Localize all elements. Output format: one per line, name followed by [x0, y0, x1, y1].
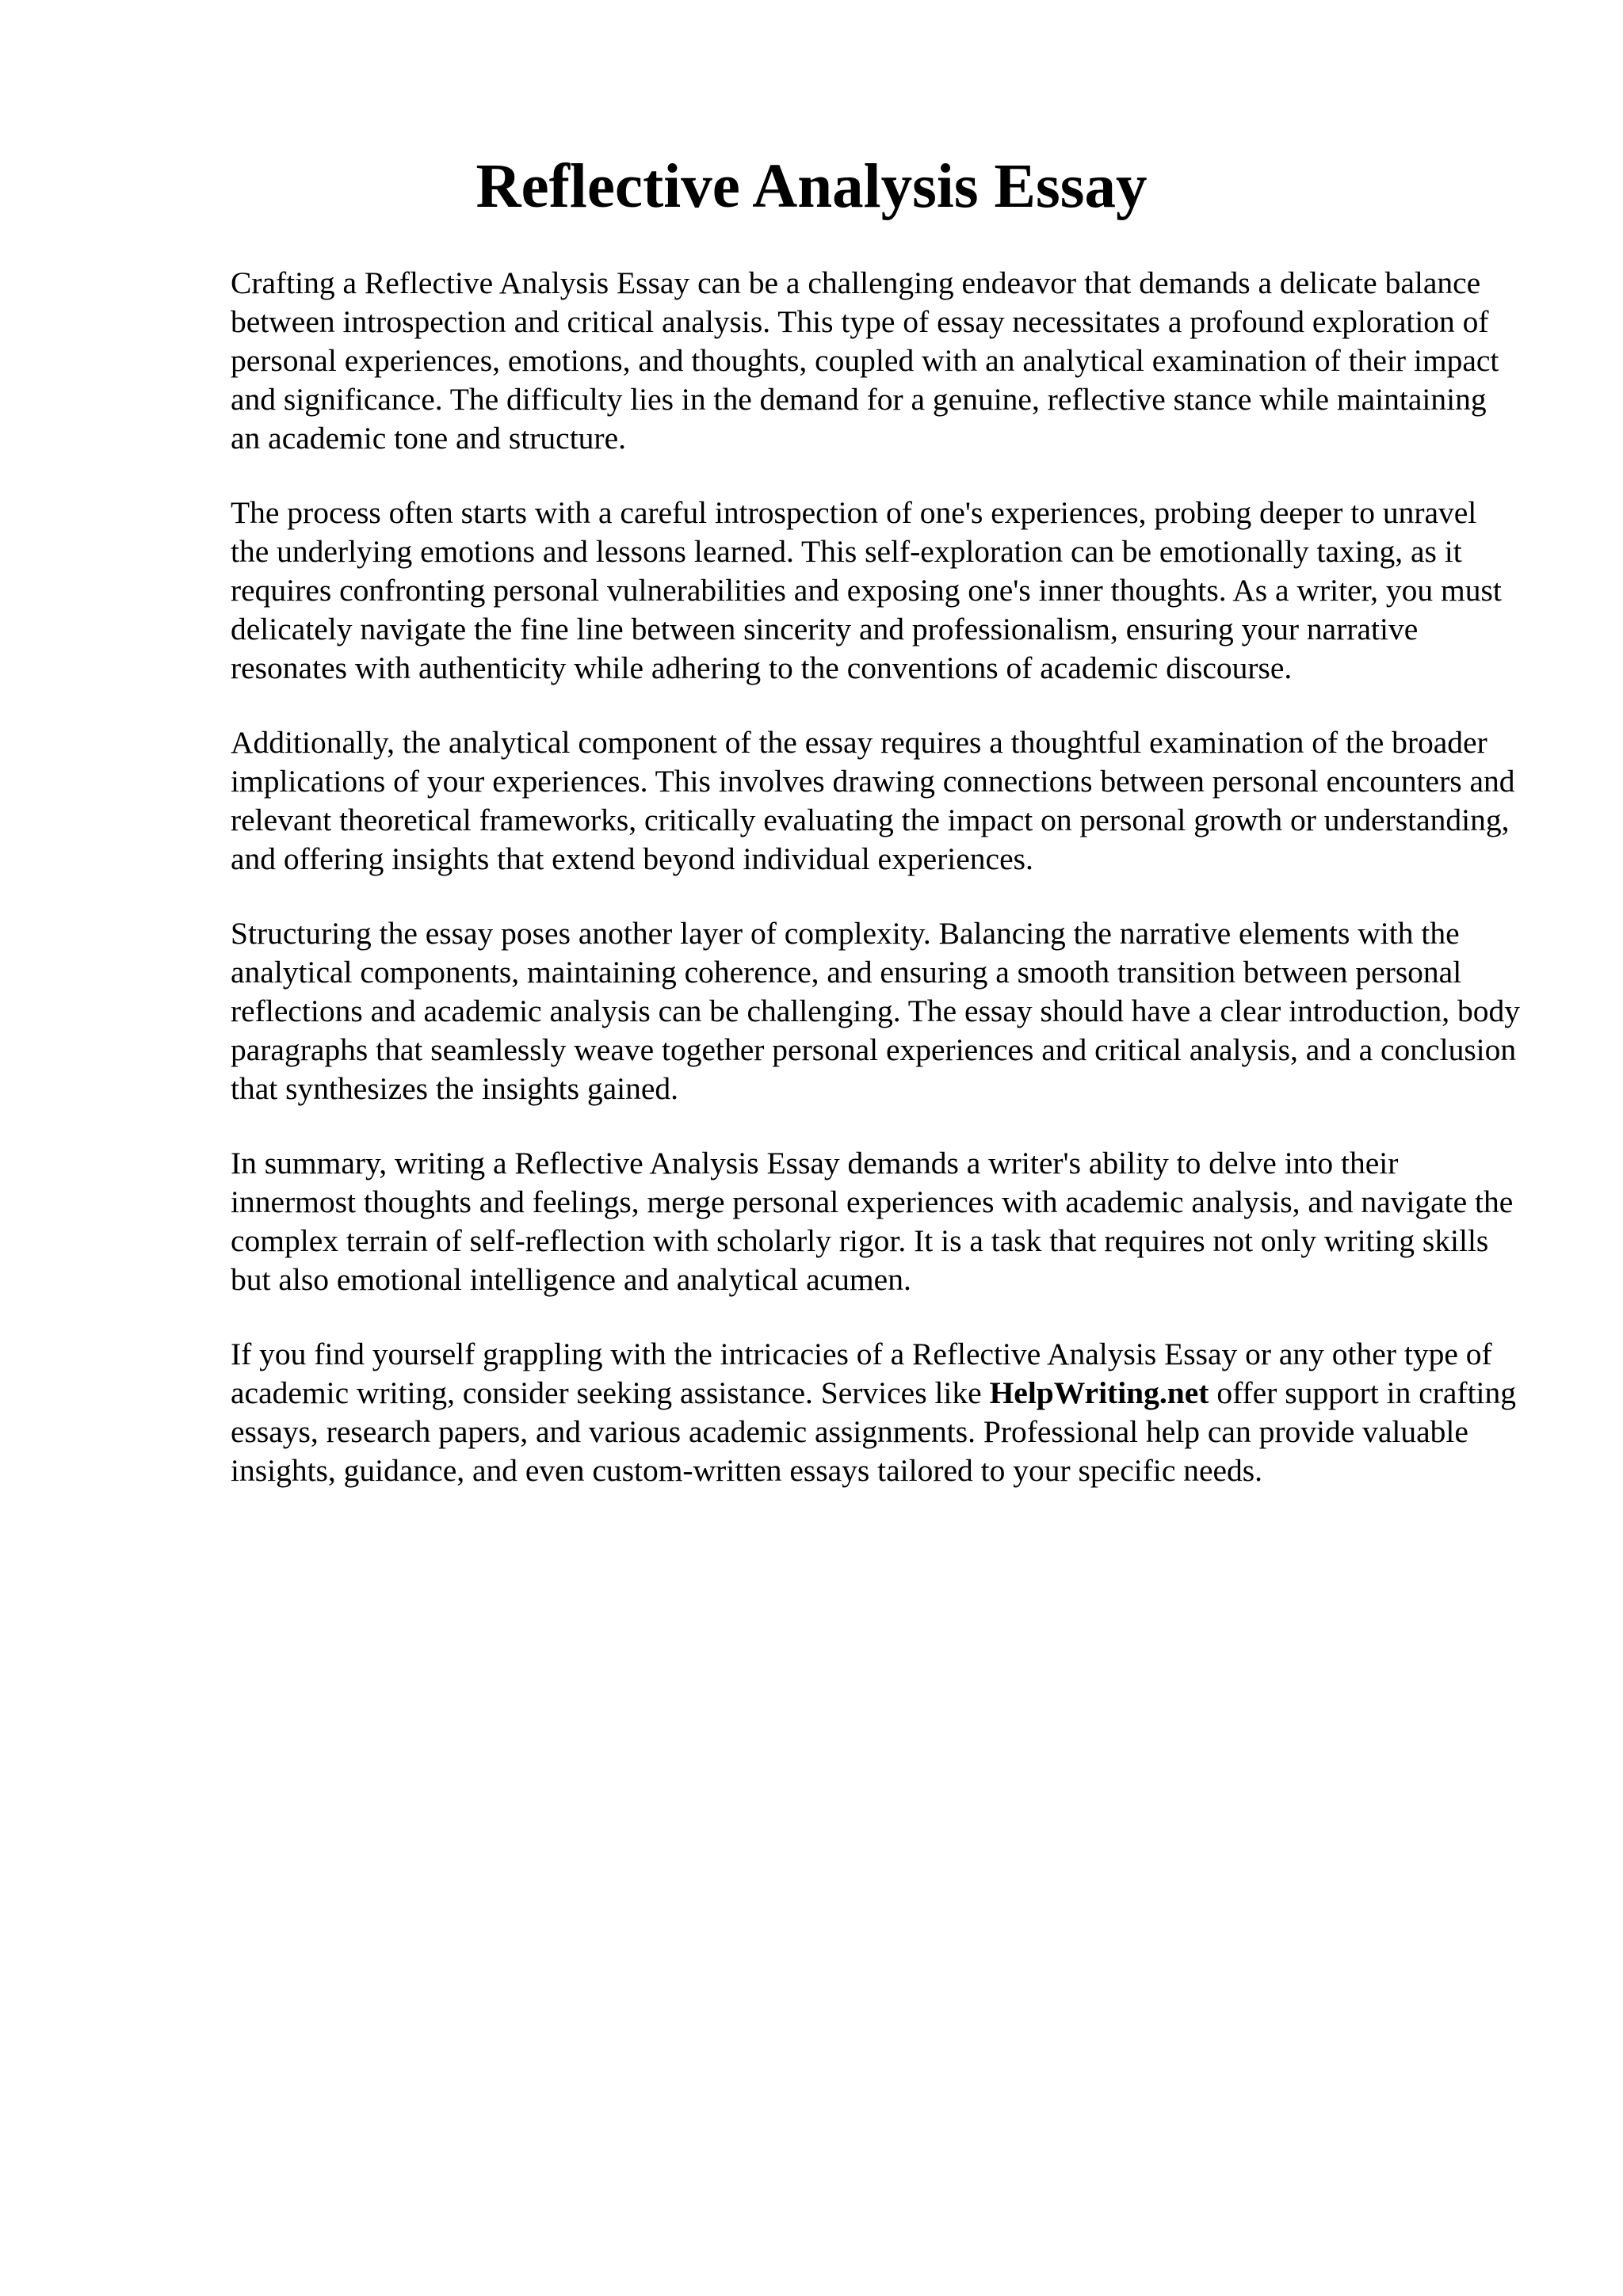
- closing-text-before: If you find yourself grappling with the intricacies of a Reflective Analysis Essay or any other type of academic writing, consider seeking assistance. Services like: [231, 1337, 1492, 1410]
- paragraph-4: Structuring the essay poses another layer of complexity. Balancing the narrative elements with the analytical components, maintaining coherence, and ensuring a smooth transition between personal reflections and academic analysis can be challenging. The essay should have a clear introduction, body paragraphs that seamlessly weave together personal experiences and critical analysis, and a conclusion that synthesizes the insights gained.: [231, 916, 1520, 1106]
- paragraph-3: Additionally, the analytical component of the essay requires a thoughtful examination of the broader implications of your experiences. This involves drawing connections between personal encounters and relevant theoretical frameworks, critically evaluating the impact on personal growth or understanding, and offering insights that extend beyond individual experiences.: [231, 725, 1515, 876]
- page-title: Reflective Analysis Essay: [475, 152, 1148, 221]
- paragraph-1: Crafting a Reflective Analysis Essay can be a challenging endeavor that demands a delicate balance between introspection and critical analysis. This type of essay necessitates a profound exploration of personal experiences, emotions, and thoughts, coupled with an analytical examination of their impact and significance. The difficulty lies in the demand for a genuine, reflective stance while maintaining an academic tone and structure.: [231, 265, 1499, 456]
- paragraph-6: [231, 1335, 1522, 1490]
- essay-body: [231, 264, 1522, 1526]
- paragraph-2: The process often starts with a careful introspection of one's experiences, probing deeper to unravel the underlying emotions and lessons learned. This self-exploration can be emotionally taxing, as it requires confronting personal vulnerabilities and exposing one's inner thoughts. As a writer, you must delicately navigate the fine line between sincerity and professionalism, ensuring your narrative resonates with authenticity while adhering to the conventions of academic discourse.: [231, 495, 1502, 685]
- closing-text-after: offer support in crafting essays, research papers, and various academic assignments. Professional help can provide valuable insights, guidance, and even custom-written essays tailored to your specific needs.: [231, 1375, 1517, 1488]
- paragraph-5: In summary, writing a Reflective Analysis Essay demands a writer's ability to delve into their innermost thoughts and feelings, merge personal experiences with academic analysis, and navigate the complex terrain of self-reflection with scholarly rigor. It is a task that requires not only writing skills but also emotional intelligence and analytical acumen.: [231, 1146, 1514, 1297]
- brand-link-text: HelpWriting.net: [989, 1375, 1209, 1410]
